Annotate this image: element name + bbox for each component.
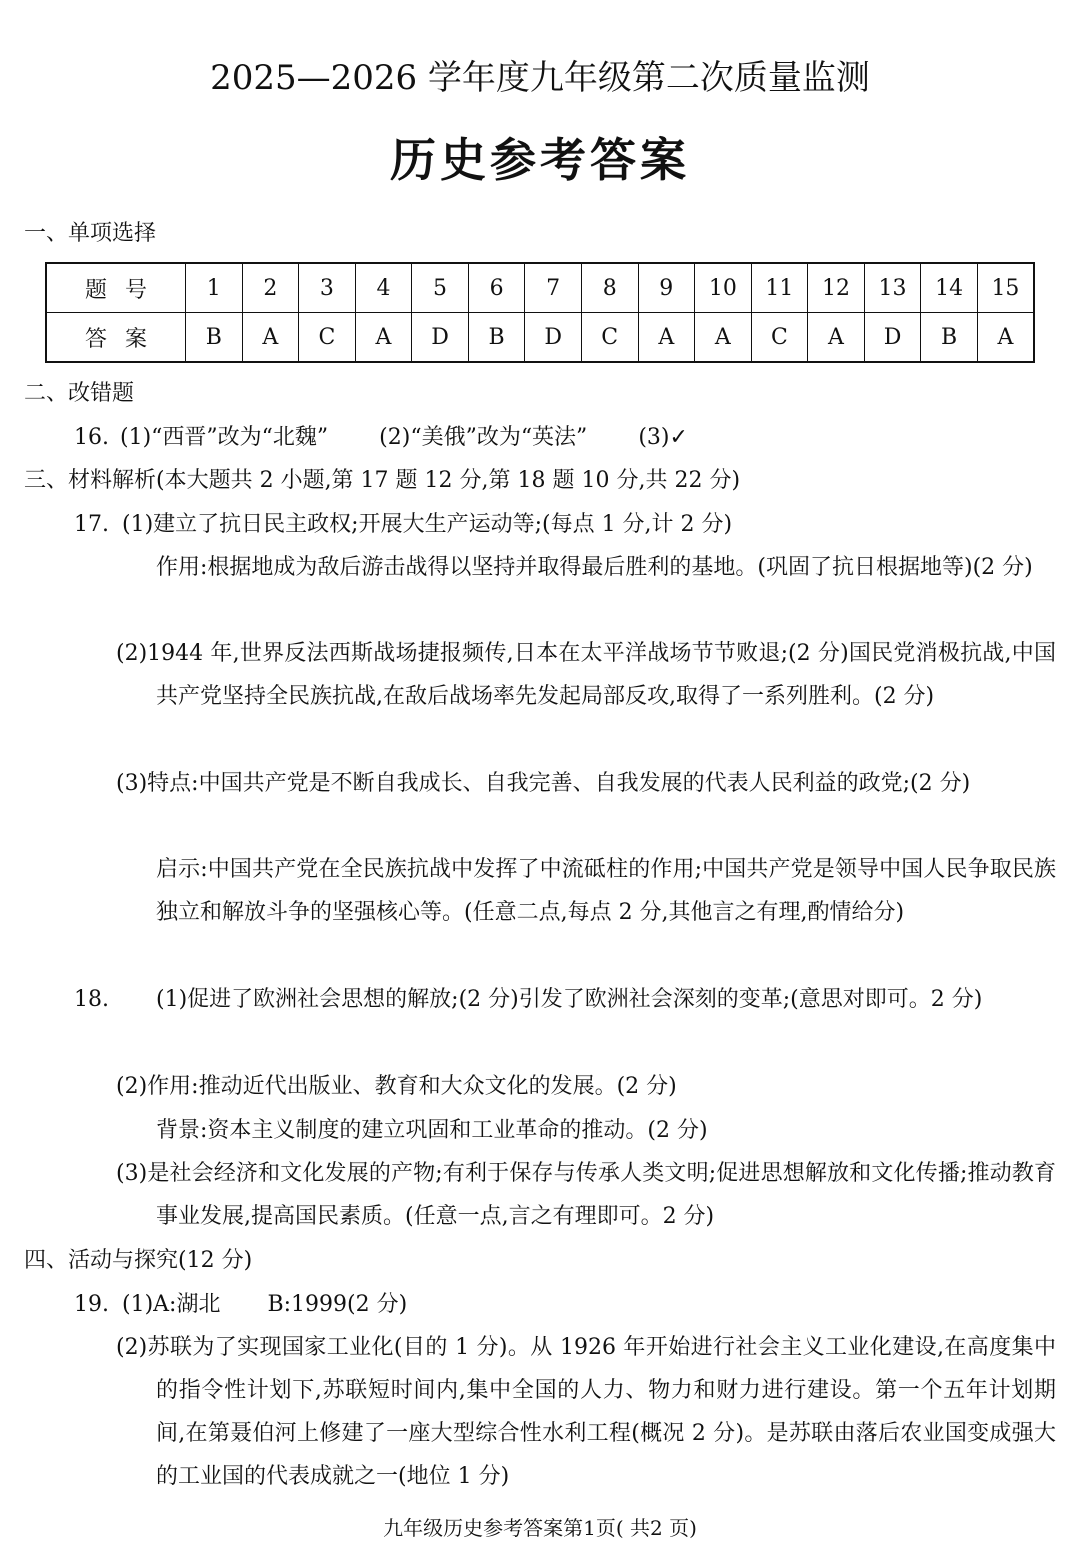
answer-cell: A <box>695 313 752 363</box>
answer-cell: C <box>581 313 638 363</box>
question-number-row <box>46 263 1034 313</box>
question-number: 3 <box>299 263 356 313</box>
question-number: 13 <box>864 263 921 313</box>
q18-part3: (3)是社会经济和文化发展的产物;有利于保存与传承人类文明;促进思想解放和文化传播;推动教育事业发展,提高国民素质。(任意一点,言之有理即可。2 分) <box>116 1161 1056 1229</box>
q17-part2: (2)1944 年,世界反法西斯战场捷报频传,日本在太平洋战场节节败退;(2 分)国民党消极抗战,中国共产党坚持全民族抗战,在敌后战场率先发起局部反攻,取得了一系列胜利。(2 分) <box>116 641 1056 709</box>
answer-row <box>46 313 1034 363</box>
q16-part2: (2)“美俄”改为“英法” <box>379 425 588 450</box>
q16-number: 16. <box>74 425 109 450</box>
q18-part1-text: (1)促进了欧洲社会思想的解放;(2 分)引发了欧洲社会深刻的变革;(意思对即可。2 分) <box>156 987 983 1012</box>
q19-part1a: (1)A:湖北 <box>122 1292 221 1317</box>
q17-line1 <box>74 510 732 540</box>
question-number: 1 <box>186 263 243 313</box>
question-number: 11 <box>751 263 808 313</box>
question-number: 5 <box>412 263 469 313</box>
question-number: 4 <box>355 263 412 313</box>
question-number: 8 <box>581 263 638 313</box>
question-number: 9 <box>638 263 695 313</box>
answer-cell: C <box>751 313 808 363</box>
section-heading-activity: 四、活动与探究(12 分) <box>24 1248 253 1273</box>
question-number: 10 <box>695 263 752 313</box>
section-heading-material: 三、材料解析(本大题共 2 小题,第 17 题 12 分,第 18 题 10 分,共 22 分) <box>24 468 741 493</box>
q19-part2: (2)苏联为了实现国家工业化(目的 1 分)。从 1926 年开始进行社会主义工业化建设,在高度集中的指令性计划下,苏联短时间内,集中全国的人力、物力和财力进行建设。第一个五年计划期间,在第聂伯河上修建了一座大型综合性水利工程(概况 2 分)。是苏联由落后农业国变成强大的工业国的代表成就之一(地位 1 分) <box>116 1335 1056 1489</box>
q18-part2-effect: (2)作用:推动近代出版业、教育和大众文化的发展。(2 分) <box>116 1074 677 1099</box>
q17-number: 17. <box>74 512 109 537</box>
question-number: 2 <box>242 263 299 313</box>
q18-part1 <box>74 978 1056 1021</box>
row-label-answer: 答案 <box>46 313 186 363</box>
page-footer: 九年级历史参考答案第1页( 共2 页) <box>383 1516 697 1540</box>
page-title: 历史参考答案 <box>390 133 690 187</box>
q17-part1-effect: 作用:根据地成为敌后游击战得以坚持并取得最后胜利的基地。(巩固了抗日根据地等)(2 分) <box>156 555 1033 580</box>
section-heading-choice: 一、单项选择 <box>24 221 157 246</box>
q16-line <box>74 423 688 453</box>
answer-cell: A <box>355 313 412 363</box>
q17-part3-insight: 启示:中国共产党在全民族抗战中发挥了中流砥柱的作用;中国共产党是领导中国人民争取民族独立和解放斗争的坚强核心等。(任意二点,每点 2 分,其他言之有理,酌情给分) <box>156 857 1056 925</box>
answer-cell: B <box>921 313 978 363</box>
question-number: 6 <box>468 263 525 313</box>
answer-cell: C <box>299 313 356 363</box>
question-number: 14 <box>921 263 978 313</box>
q18-number: 18. <box>74 987 109 1012</box>
q16-part1: (1)“西晋”改为“北魏” <box>120 425 329 450</box>
question-number: 12 <box>808 263 865 313</box>
q17-part3-feature: (3)特点:中国共产党是不断自我成长、自我完善、自我发展的代表人民利益的政党;(2 分) <box>116 771 971 796</box>
q19-part1b: B:1999(2 分) <box>267 1292 408 1317</box>
answer-cell: D <box>412 313 469 363</box>
question-number: 15 <box>977 263 1034 313</box>
question-number: 7 <box>525 263 582 313</box>
answer-cell: A <box>977 313 1034 363</box>
answer-cell: B <box>186 313 243 363</box>
q18-part2-background: 背景:资本主义制度的建立巩固和工业革命的推动。(2 分) <box>156 1118 708 1143</box>
section-heading-correction: 二、改错题 <box>24 381 135 406</box>
answer-cell: A <box>242 313 299 363</box>
answer-table <box>45 262 1035 363</box>
answer-cell: A <box>808 313 865 363</box>
q19-line1 <box>74 1290 407 1320</box>
exam-subtitle: 2025—2026 学年度九年级第二次质量监测 <box>210 58 870 98</box>
answer-cell: A <box>638 313 695 363</box>
answer-cell: D <box>525 313 582 363</box>
answer-cell: D <box>864 313 921 363</box>
row-label-question: 题号 <box>46 263 186 313</box>
q19-number: 19. <box>74 1292 109 1317</box>
q17-part1: (1)建立了抗日民主政权;开展大生产运动等;(每点 1 分,计 2 分) <box>122 512 733 537</box>
q16-part3: (3)✓ <box>638 425 688 450</box>
answer-cell: B <box>468 313 525 363</box>
